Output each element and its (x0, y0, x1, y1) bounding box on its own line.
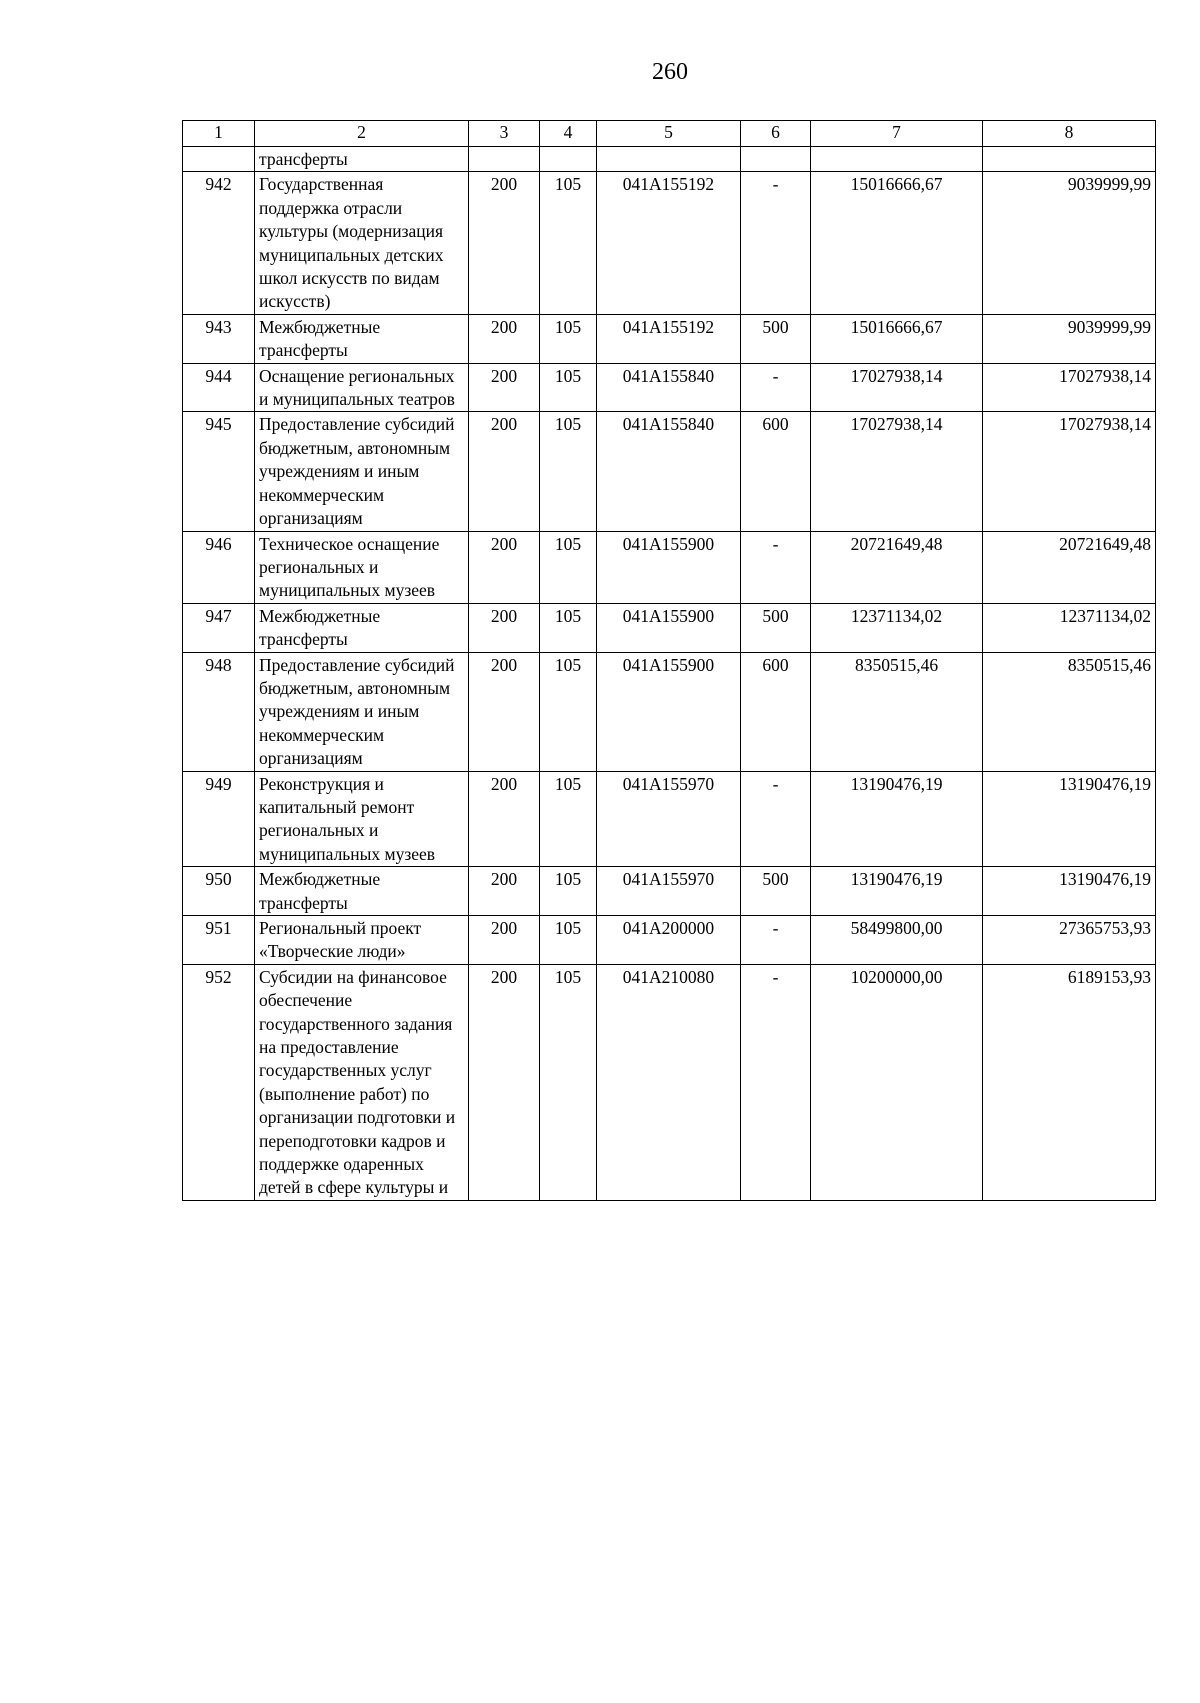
code-value: 041A155192 (597, 314, 741, 363)
row-name: Предоставление субсидий бюджетным, автономным учреждениям и иным некоммерческим организациям (255, 652, 469, 771)
table-row (183, 314, 1156, 363)
amount-col8: 13190476,19 (983, 771, 1156, 867)
table-row (183, 603, 1156, 652)
col6-value: 500 (741, 603, 811, 652)
code-value: 041A155192 (597, 172, 741, 314)
row-number: 952 (183, 964, 255, 1200)
amount-col7: 12371134,02 (811, 603, 983, 652)
row-name: Реконструкция и капитальный ремонт региональных и муниципальных музеев (255, 771, 469, 867)
col4-value: 105 (540, 412, 597, 531)
row-number: 951 (183, 916, 255, 965)
budget-table (182, 120, 1156, 1201)
amount-col7: 17027938,14 (811, 412, 983, 531)
table-row (183, 172, 1156, 314)
amount-col8: 17027938,14 (983, 363, 1156, 412)
code-value: 041A155900 (597, 652, 741, 771)
col6-value: - (741, 771, 811, 867)
amount-col7 (811, 147, 983, 172)
col4-value: 105 (540, 363, 597, 412)
amount-col8: 20721649,48 (983, 531, 1156, 603)
amount-col7: 58499800,00 (811, 916, 983, 965)
col6-value: - (741, 172, 811, 314)
code-value (597, 147, 741, 172)
amount-col8: 13190476,19 (983, 867, 1156, 916)
code-value: 041A210080 (597, 964, 741, 1200)
amount-col7: 20721649,48 (811, 531, 983, 603)
table-row (183, 964, 1156, 1200)
col3-value: 200 (469, 916, 540, 965)
col4-value: 105 (540, 771, 597, 867)
row-number: 943 (183, 314, 255, 363)
col4-value: 105 (540, 172, 597, 314)
row-name: Предоставление субсидий бюджетным, автономным учреждениям и иным некоммерческим организациям (255, 412, 469, 531)
row-name: Субсидии на финансовое обеспечение государственного задания на предоставление государственных услуг (выполнение работ) по организации подготовки и переподготовки кадров и поддержке одаренных детей в сфере культуры и (255, 964, 469, 1200)
col3-value: 200 (469, 652, 540, 771)
col3-value: 200 (469, 603, 540, 652)
code-value: 041A155970 (597, 771, 741, 867)
code-value: 041A200000 (597, 916, 741, 965)
code-value: 041A155840 (597, 412, 741, 531)
row-name: Межбюджетные трансферты (255, 314, 469, 363)
header-cell: 5 (597, 121, 741, 147)
header-cell: 4 (540, 121, 597, 147)
amount-col7: 13190476,19 (811, 867, 983, 916)
col6-value: 600 (741, 652, 811, 771)
header-cell: 8 (983, 121, 1156, 147)
amount-col7: 8350515,46 (811, 652, 983, 771)
amount-col7: 17027938,14 (811, 363, 983, 412)
amount-col8: 12371134,02 (983, 603, 1156, 652)
row-name: Государственная поддержка отрасли культуры (модернизация муниципальных детских школ искусств по видам искусств) (255, 172, 469, 314)
row-number: 947 (183, 603, 255, 652)
col6-value: - (741, 531, 811, 603)
row-number: 948 (183, 652, 255, 771)
header-cell: 7 (811, 121, 983, 147)
code-value: 041A155900 (597, 603, 741, 652)
page-number: 260 (652, 59, 688, 85)
row-name: Межбюджетные трансферты (255, 603, 469, 652)
amount-col8: 6189153,93 (983, 964, 1156, 1200)
col6-value: 600 (741, 412, 811, 531)
header-cell: 6 (741, 121, 811, 147)
col6-value: - (741, 916, 811, 965)
col3-value: 200 (469, 964, 540, 1200)
amount-col8: 8350515,46 (983, 652, 1156, 771)
table-row (183, 412, 1156, 531)
table-row (183, 916, 1156, 965)
col4-value (540, 147, 597, 172)
table-row (183, 363, 1156, 412)
table-row (183, 531, 1156, 603)
col3-value: 200 (469, 412, 540, 531)
amount-col7: 15016666,67 (811, 172, 983, 314)
amount-col8: 17027938,14 (983, 412, 1156, 531)
col3-value: 200 (469, 531, 540, 603)
col4-value: 105 (540, 531, 597, 603)
row-number: 944 (183, 363, 255, 412)
col6-value (741, 147, 811, 172)
table-row (183, 771, 1156, 867)
table-row (183, 147, 1156, 172)
col6-value: 500 (741, 314, 811, 363)
header-cell: 2 (255, 121, 469, 147)
row-number: 946 (183, 531, 255, 603)
col3-value: 200 (469, 314, 540, 363)
code-value: 041A155840 (597, 363, 741, 412)
col3-value: 200 (469, 771, 540, 867)
col4-value: 105 (540, 964, 597, 1200)
col4-value: 105 (540, 867, 597, 916)
code-value: 041A155970 (597, 867, 741, 916)
row-number (183, 147, 255, 172)
header-cell: 3 (469, 121, 540, 147)
col3-value (469, 147, 540, 172)
col3-value: 200 (469, 363, 540, 412)
row-name: Техническое оснащение региональных и муниципальных музеев (255, 531, 469, 603)
row-name: Оснащение региональных и муниципальных театров (255, 363, 469, 412)
table-row (183, 652, 1156, 771)
amount-col8: 27365753,93 (983, 916, 1156, 965)
amount-col7: 10200000,00 (811, 964, 983, 1200)
col4-value: 105 (540, 916, 597, 965)
row-number: 950 (183, 867, 255, 916)
amount-col8: 9039999,99 (983, 172, 1156, 314)
col3-value: 200 (469, 172, 540, 314)
header-row (183, 121, 1156, 147)
row-number: 949 (183, 771, 255, 867)
row-name: Региональный проект «Творческие люди» (255, 916, 469, 965)
row-number: 945 (183, 412, 255, 531)
col3-value: 200 (469, 867, 540, 916)
row-name: Межбюджетные трансферты (255, 867, 469, 916)
col6-value: 500 (741, 867, 811, 916)
amount-col7: 13190476,19 (811, 771, 983, 867)
table-row (183, 867, 1156, 916)
header-cell: 1 (183, 121, 255, 147)
amount-col8: 9039999,99 (983, 314, 1156, 363)
col6-value: - (741, 363, 811, 412)
row-name: трансферты (255, 147, 469, 172)
col4-value: 105 (540, 652, 597, 771)
amount-col7: 15016666,67 (811, 314, 983, 363)
code-value: 041A155900 (597, 531, 741, 603)
col4-value: 105 (540, 314, 597, 363)
amount-col8 (983, 147, 1156, 172)
col4-value: 105 (540, 603, 597, 652)
col6-value: - (741, 964, 811, 1200)
row-number: 942 (183, 172, 255, 314)
